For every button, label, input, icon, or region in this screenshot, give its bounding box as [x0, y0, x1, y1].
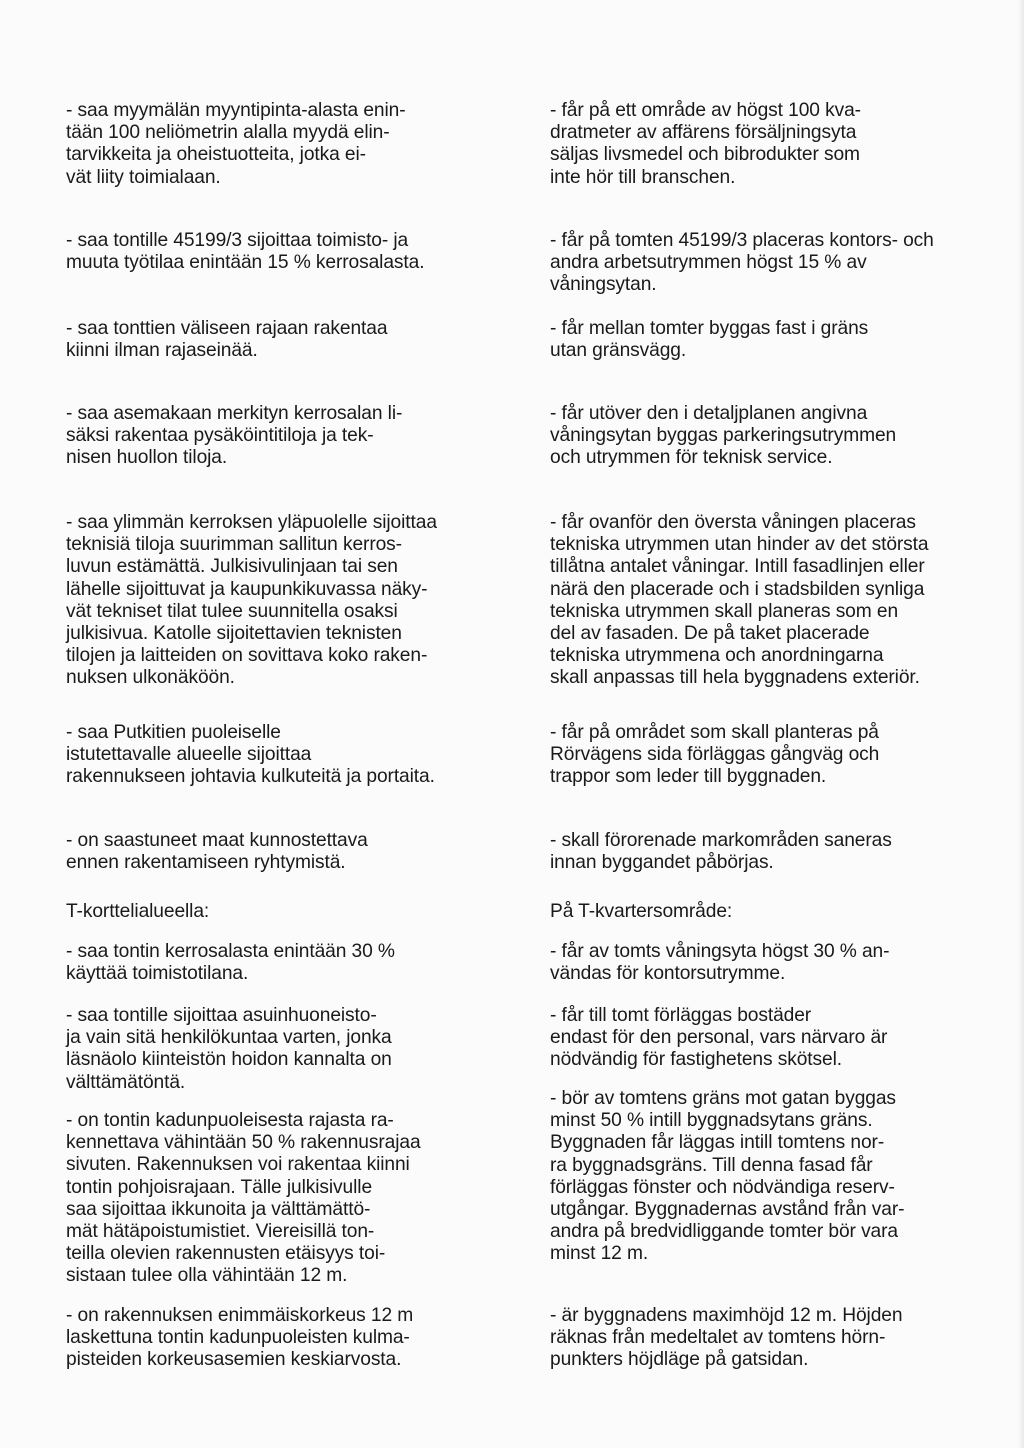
sv-section-heading: På T-kvartersområde:	[550, 901, 733, 922]
fi-paragraph-11: - on rakennuksen enimmäiskorkeus 12 m laskettuna tontin kadunpuoleisten kulma- pisteiden korkeusasemien keskiarvosta.	[66, 1305, 414, 1371]
finnish-column	[66, 0, 506, 1448]
fi-paragraph-6: - saa Putkitien puoleiselle istutettavalle alueelle sijoittaa rakennukseen johtavia kulkuteitä ja portaita.	[66, 722, 435, 788]
sv-paragraph-9: - får till tomt förläggas bostäder endast för den personal, vars närvaro är nödvändig för fastighetens skötsel.	[550, 1005, 888, 1071]
scan-edge-shadow	[1018, 0, 1024, 1448]
swedish-column	[550, 0, 990, 1448]
fi-paragraph-2: - saa tontille 45199/3 sijoittaa toimisto- ja muuta työtilaa enintään 15 % kerrosalasta.	[66, 230, 425, 274]
fi-paragraph-7: - on saastuneet maat kunnostettava ennen rakentamiseen ryhtymistä.	[66, 830, 368, 874]
sv-paragraph-5: - får ovanför den översta våningen placeras tekniska utrymmen utan hinder av det största tillåtna antalet våningar. Intill fasadlinjen eller närä den placerade och i stadsbilden synliga tekniska utrymmen skall planeras som en del av fasaden. De på taket placerade tekniska utrymmena och anordningarna skall anpassas till hela byggnadens exteriör.	[550, 512, 929, 689]
sv-paragraph-3: - får mellan tomter byggas fast i gräns utan gränsvägg.	[550, 318, 869, 362]
fi-paragraph-4: - saa asemakaan merkityn kerrosalan li- säksi rakentaa pysäköintitiloja ja tek- nisen huollon tiloja.	[66, 403, 403, 469]
fi-paragraph-3: - saa tonttien väliseen rajaan rakentaa kiinni ilman rajaseinää.	[66, 318, 388, 362]
sv-paragraph-1: - får på ett område av högst 100 kva- dratmeter av affärens försäljningsyta säljas livsmedel och bibrodukter som inte hör till branschen.	[550, 100, 861, 188]
fi-paragraph-8: - saa tontin kerrosalasta enintään 30 % käyttää toimistotilana.	[66, 941, 395, 985]
sv-paragraph-2: - får på tomten 45199/3 placeras kontors- och andra arbetsutrymmen högst 15 % av våningsytan.	[550, 230, 934, 296]
fi-section-heading: T-korttelialueella:	[66, 901, 210, 922]
sv-paragraph-4: - får utöver den i detaljplanen angivna våningsytan byggas parkeringsutrymmen och utrymmen för teknisk service.	[550, 403, 897, 469]
fi-paragraph-1: - saa myymälän myyntipinta-alasta enin- tään 100 neliömetrin alalla myydä elin- tarvikkeita ja oheistuotteita, jotka ei- vät liity toimialaan.	[66, 100, 406, 188]
sv-paragraph-6: - får på området som skall planteras på Rörvägens sida förläggas gångväg och trappor som leder till byggnaden.	[550, 722, 880, 788]
fi-paragraph-10: - on tontin kadunpuoleisesta rajasta ra- kennettava vähintään 50 % rakennusrajaa sivuten. Rakennuksen voi rakentaa kiinni tontin pohjoisrajaan. Tälle julkisivulle saa sijoittaa ikkunoita ja välttämättö- mät hätäpoistumistiet. Viereisillä ton- teilla olevien rakennusten etäisyys toi- sistaan tulee olla vähintään 12 m.	[66, 1110, 421, 1287]
sv-paragraph-7: - skall förorenade markområden saneras innan byggandet påbörjas.	[550, 830, 892, 874]
fi-paragraph-9: - saa tontille sijoittaa asuinhuoneisto- ja vain sitä henkilökuntaa varten, jonka läsnäolo kiinteistön hoidon kannalta on välttämätöntä.	[66, 1005, 392, 1093]
sv-paragraph-11: - är byggnadens maximhöjd 12 m. Höjden räknas från medeltalet av tomtens hörn- punkters höjdläge på gatsidan.	[550, 1305, 903, 1371]
sv-paragraph-8: - får av tomts våningsyta högst 30 % an- vändas för kontorsutrymme.	[550, 941, 890, 985]
sv-paragraph-10: - bör av tomtens gräns mot gatan byggas minst 50 % intill byggnadsytans gräns. Byggnaden får läggas intill tomtens nor- ra byggnadsgräns. Till denna fasad får förläggas fönster och nödvändiga reserv- utgångar. Byggnadernas avstånd från var- andra på bredvidliggande tomter bör vara minst 12 m.	[550, 1088, 905, 1265]
fi-paragraph-5: - saa ylimmän kerroksen yläpuolelle sijoittaa teknisiä tiloja suurimman sallitun kerros- luvun estämättä. Julkisivulinjaan tai sen lähelle sijoittuvat ja kaupunkikuvassa näky- vät tekniset tilat tulee suunnitella osaksi julkisivua. Katolle sijoitettavien teknisten tilojen ja laitteiden on sovittava koko raken- nuksen ulkonäköön.	[66, 512, 437, 689]
